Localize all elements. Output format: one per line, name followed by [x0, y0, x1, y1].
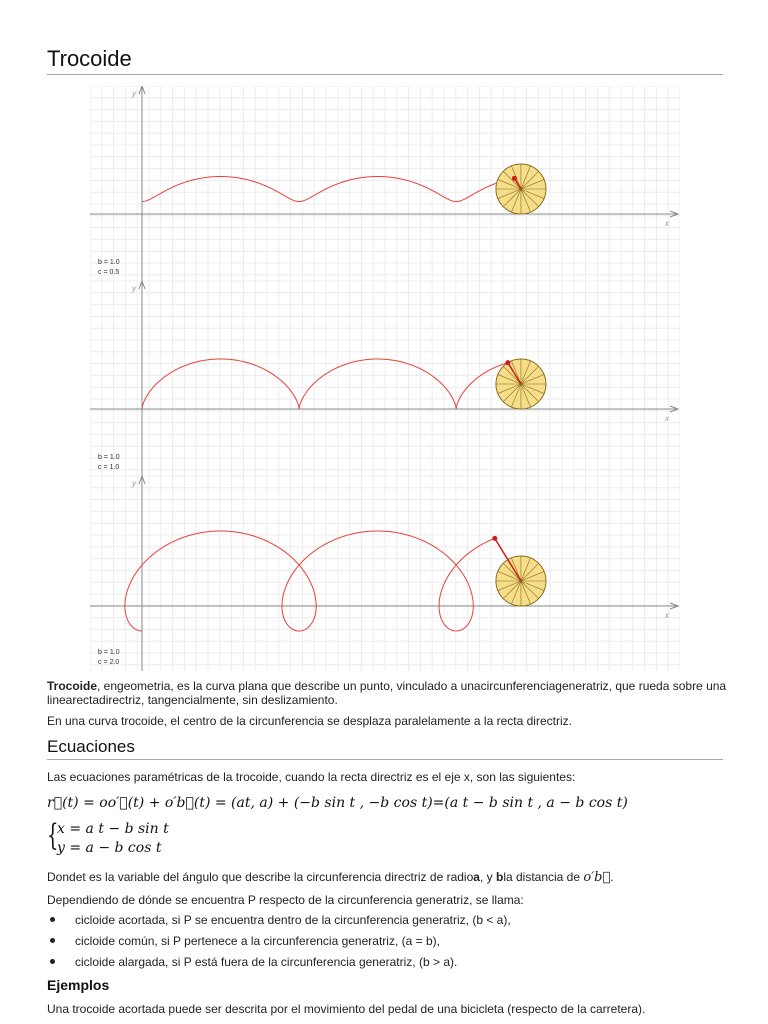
grid: [90, 281, 680, 476]
equations-intro: Las ecuaciones paramétricas de la trocoide, cuando la recta directriz es el eje x, son las siguientes:: [47, 770, 576, 784]
bullet-icon: [50, 938, 55, 943]
b-value-label: b = 1.0: [98, 454, 120, 461]
variables-paragraph: [47, 870, 614, 885]
y-axis-label: y: [132, 89, 136, 98]
panel-1: [90, 86, 680, 281]
list-item: [47, 955, 737, 976]
tracing-point: [505, 360, 510, 365]
list-item-text: cicloide común, si P pertenece a la circunferencia generatriz, (a = b),: [75, 934, 440, 948]
section-divider: [47, 759, 723, 760]
classification-list: [47, 913, 737, 976]
x-axis-label: x: [665, 611, 669, 620]
system-brace: {: [47, 818, 59, 853]
b-value-label: b = 1.0: [98, 259, 120, 266]
x-axis-label: x: [665, 219, 669, 228]
trochoid-animation-frames: [90, 86, 680, 672]
section-heading-ejemplos: Ejemplos: [47, 977, 110, 993]
c-value-label: c = 0.5: [98, 269, 120, 276]
text-fragment: Dondet: [47, 870, 86, 884]
b-value-label: b = 1.0: [98, 649, 120, 656]
y-axis-label: y: [132, 479, 136, 488]
panel-2: [90, 281, 680, 476]
grid: [90, 86, 680, 281]
tracing-point: [492, 536, 497, 541]
equation-x: x = a t − b sin t: [57, 821, 169, 837]
intro-text: , engeometria, es la curva plana que describe un punto, vinculado a unacircunferenciageneratriz, que rueda sobre una linearectadirectriz, tangencialmente, sin deslizamiento.: [47, 679, 727, 707]
intro-term: Trocoide: [47, 679, 98, 693]
intro-paragraph: [47, 679, 737, 707]
c-value-label: c = 1.0: [98, 464, 120, 471]
vector-equation: r⃗(t) = oo′⃗(t) + o′b⃗(t) = (at, a) + (−b sin t , −b cos t)=(a t − b sin t , a − b cos t): [47, 795, 628, 811]
x-axis-label: x: [665, 414, 669, 423]
text-fragment: , y: [479, 870, 496, 884]
panel-3: [90, 476, 680, 671]
trochoid-curve: [125, 531, 495, 631]
tracing-point: [512, 176, 517, 181]
list-item-text: cicloide alargada, si P está fuera de la circunferencia generatriz, (b > a).: [75, 955, 458, 969]
trochoid-figure: [90, 86, 680, 672]
title-divider: [47, 74, 723, 75]
text-fragment: .: [610, 870, 614, 884]
c-value-label: c = 2.0: [98, 659, 120, 666]
vector-ob: o′b⃗: [583, 870, 611, 885]
bullet-icon: [50, 959, 55, 964]
classification-intro: Dependiendo de dónde se encuentra P respecto de la circunferencia generatriz, se llama:: [47, 893, 524, 907]
bullet-icon: [50, 917, 55, 922]
section-heading-ecuaciones: Ecuaciones: [47, 737, 135, 756]
symbol-b: b: [495, 870, 504, 884]
list-item: [47, 913, 737, 934]
text-fragment: es la variable del ángulo que describe la circunferencia directriz de radio: [85, 870, 474, 884]
trochoid-curve: [142, 359, 508, 409]
text-fragment: la distancia de: [503, 870, 584, 884]
list-item-text: cicloide acortada, si P se encuentra dentro de la circunferencia generatriz, (b < a),: [75, 913, 511, 927]
intro-paragraph-2: En una curva trocoide, el centro de la circunferencia se desplaza paralelamente a la recta directriz.: [47, 714, 572, 728]
symbol-a: a: [473, 870, 480, 884]
list-item: [47, 934, 737, 955]
equation-y: y = a − b cos t: [57, 840, 162, 856]
ejemplos-paragraph: Una trocoide acortada puede ser descrita por el movimiento del pedal de una bicicleta (respecto de la carretera).: [47, 1002, 646, 1016]
page-title: Trocoide: [47, 46, 132, 71]
grid: [90, 476, 680, 671]
y-axis-label: y: [132, 284, 136, 293]
